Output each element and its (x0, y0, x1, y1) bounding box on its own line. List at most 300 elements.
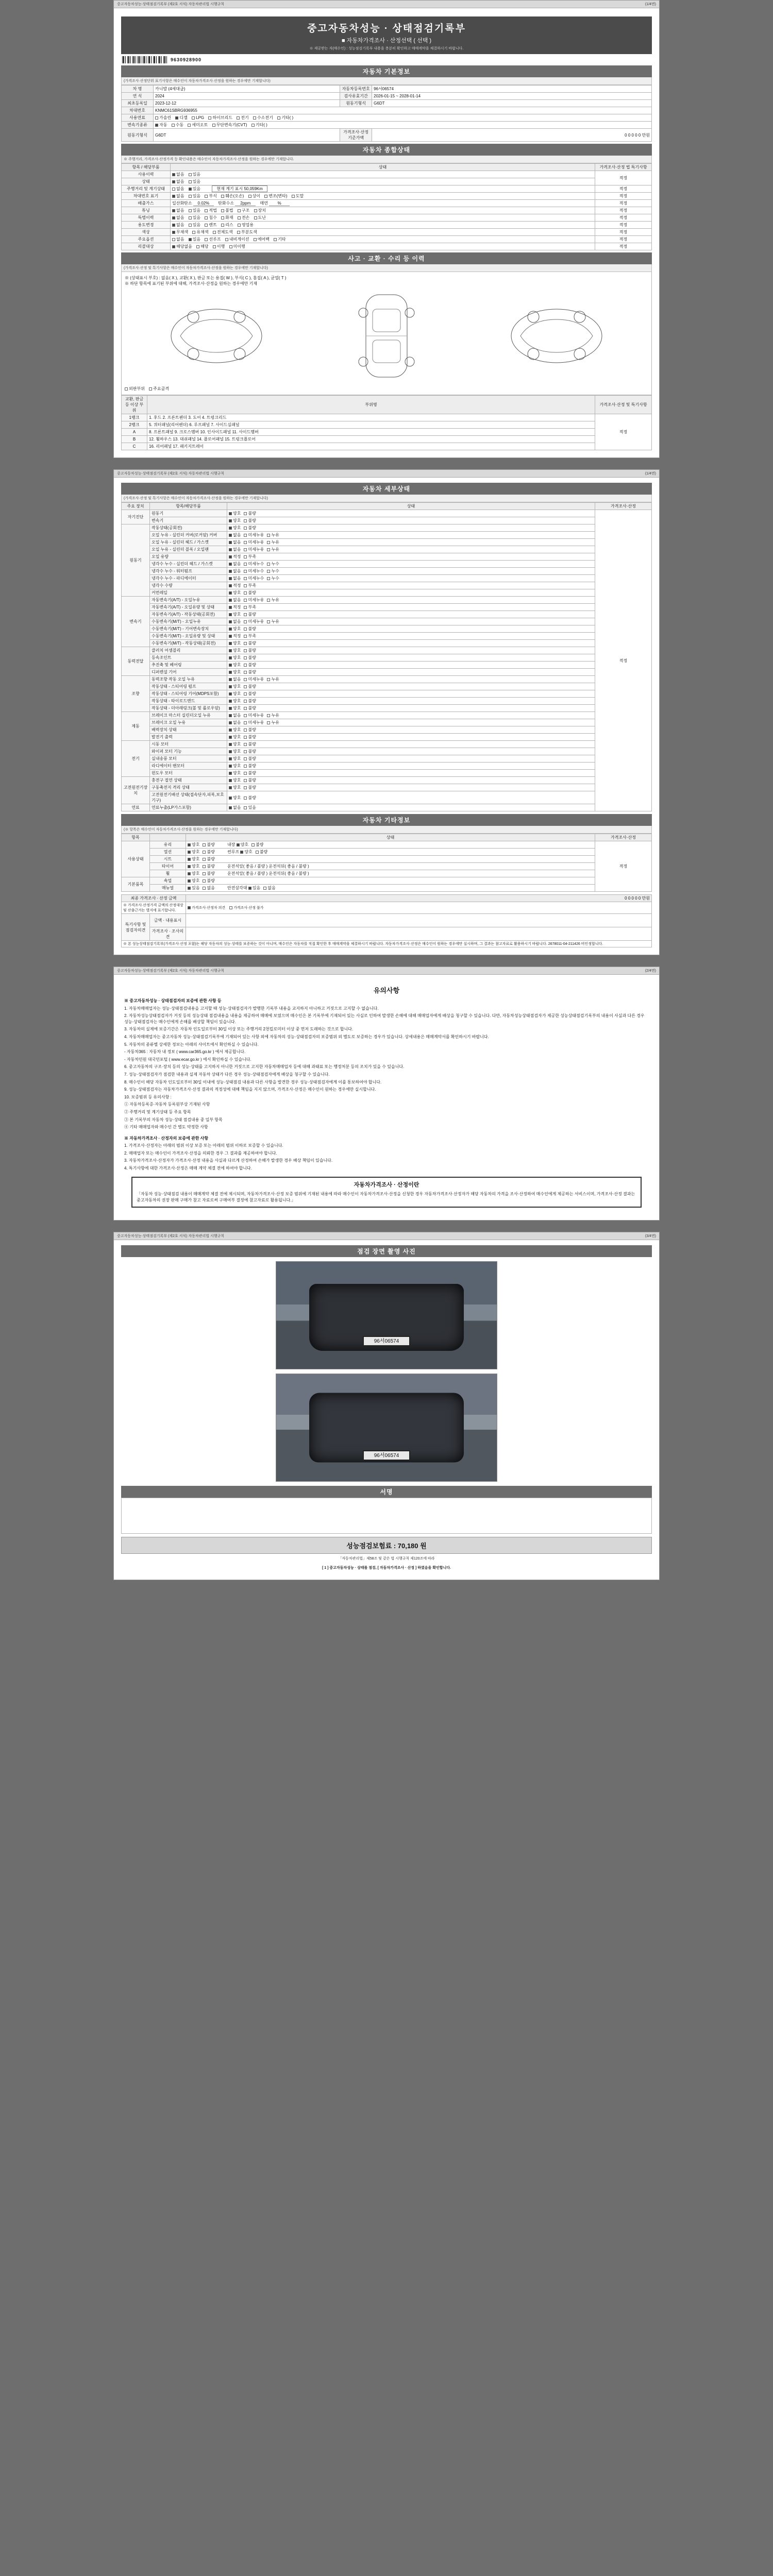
detail-state-1-6 (227, 568, 595, 575)
table-row (122, 726, 652, 734)
special-opt-0[interactable]: 없음 (172, 215, 184, 220)
table-row (122, 712, 652, 719)
detail-opt-8-0-1[interactable] (244, 805, 256, 810)
detail-state-2-5 (227, 633, 595, 640)
other-opt2-label: 없음 (267, 886, 276, 890)
other-opt2-0-1[interactable] (251, 842, 263, 847)
detail-opt-1-1-0[interactable] (229, 533, 241, 537)
detail-opt-7-1-0[interactable] (229, 785, 241, 790)
detail-opt-5-3-0[interactable] (229, 735, 241, 739)
fuel-opt-hydrogen[interactable]: 수소전기 (253, 115, 273, 120)
usechg-opt-4[interactable]: 영업용 (238, 223, 254, 227)
detail-opt-6-4-1[interactable] (244, 771, 256, 775)
detail-opt-7-2-1[interactable] (244, 795, 256, 800)
overall-row-5-note: 적정 (595, 207, 652, 214)
detail-opt-label: 양호 (233, 612, 241, 617)
detail-opt-1-5-0[interactable] (229, 562, 241, 566)
table-row (122, 784, 652, 791)
table-row (122, 222, 652, 229)
detail-opt-0-1-0[interactable] (229, 518, 241, 523)
detail-opt-2-5-1[interactable] (244, 634, 256, 638)
detail-opt-6-3-1[interactable] (244, 764, 256, 768)
detail-opt-1-7-2[interactable] (267, 576, 279, 581)
table-row (122, 229, 652, 236)
detail-opt-2-1-1[interactable] (244, 605, 256, 609)
detail-opt-label: 누유 (271, 713, 279, 718)
signature-box[interactable] (121, 1498, 652, 1534)
table-row (122, 185, 652, 193)
detail-opt-0-1-1[interactable] (244, 518, 256, 523)
overall-row-8-name: 색상 (122, 229, 171, 236)
detail-item-2-4: 수동변속기(M/T) - 기어변속장치 (150, 625, 227, 633)
detail-opt-2-6-1[interactable] (244, 641, 256, 646)
detail-note: 적정 (595, 510, 652, 811)
special-opt-4[interactable]: 전손 (238, 215, 249, 220)
notice-item-3: 4. 자동차매매업자는 중고자동차 성능·상태점검기록부에 기재되어 있는 사항 외에 자동차의 성능·상태점검자의 보증범위 외 별도로 보증하는 경우가 있습니다. 상세내용은 매매계약서를 확인하시기 바랍니다. (124, 1034, 489, 1039)
detail-opt-3-3-0[interactable] (229, 670, 241, 674)
detail-opt-4-1-0[interactable] (229, 684, 241, 689)
label-first-reg: 최초등록일 (122, 100, 154, 107)
detail-opt-2-5-0[interactable] (229, 634, 241, 638)
detail-opt-4-0-0[interactable] (229, 677, 241, 682)
other-opt-3-1[interactable] (203, 864, 214, 869)
detail-item-1-9: 커먼레일 (150, 589, 227, 597)
trans-opt-semiauto[interactable]: 세미오토 (188, 123, 208, 127)
overall-col-1: 상태 (171, 164, 595, 171)
fuel-opt-other[interactable]: 기타( ) (277, 115, 293, 120)
detail-opt-label: 미세누유 (248, 720, 264, 725)
detail-opt-6-3-0[interactable] (229, 764, 241, 768)
opt-none-0[interactable]: 없음 (172, 172, 184, 177)
other-table-body (122, 841, 652, 892)
other-opt-2-1[interactable] (203, 857, 214, 861)
other-opt2-1-0[interactable] (240, 850, 252, 854)
page-3-strip (114, 967, 659, 975)
table-row (122, 734, 652, 741)
detail-state-6-0 (227, 741, 595, 748)
other-opt-6-1[interactable] (203, 886, 214, 890)
vin-opt-5[interactable]: 변조(변타) (264, 194, 287, 198)
detail-opt-label: 적정 (233, 634, 241, 638)
detail-opt-5-0-2[interactable] (267, 713, 279, 718)
recall-opt-3[interactable]: 미이행 (229, 244, 245, 249)
detail-opt-1-6-0[interactable] (229, 569, 241, 573)
notice-item-5: - 자동차365 : 자동차 내 정보 ( www.car365.go.kr ) 에서 제공합니다. (124, 1049, 246, 1055)
vin-opt-1[interactable]: 있음 (189, 194, 200, 198)
detail-opt-label: 누유 (271, 533, 279, 537)
detail-opt-label: 양호 (233, 756, 241, 761)
detail-opt-1-6-2[interactable] (267, 569, 279, 573)
detail-opt-label: 누유 (271, 598, 279, 602)
value-engine-type-hdr: G6DT (372, 100, 652, 107)
price-row-1-value[interactable] (186, 927, 652, 941)
table-row (122, 719, 652, 726)
notice-item-11: 10. 보증범위 등 유의사항 : (124, 1094, 172, 1099)
section-other-title: 자동차 기타정보 (121, 814, 652, 826)
price-opt-opinion[interactable]: 가격조사·산정자 의견 (188, 906, 225, 910)
detail-group-5: 제동 (122, 712, 150, 741)
vin-opt-2[interactable]: 부식 (205, 194, 216, 198)
detail-item-3-3: 디퍼렌셜 기어 (150, 669, 227, 676)
value-engine-form: G6DT (154, 129, 340, 142)
detail-opt-5-3-1[interactable] (244, 735, 256, 739)
other-opt2-6-1[interactable] (263, 886, 275, 890)
table-row (122, 429, 652, 436)
value-first-reg: 2023-12-12 (154, 100, 340, 107)
other-opt-2-0[interactable] (188, 857, 199, 861)
detail-opt-5-0-1[interactable] (244, 713, 264, 718)
opt-opt-5[interactable]: 기타 (274, 237, 285, 242)
tuning-opt-0[interactable]: 없음 (172, 208, 184, 213)
detail-opt-5-1-0[interactable] (229, 720, 241, 725)
detail-opt-1-0-1[interactable] (244, 526, 256, 530)
detail-opt-1-2-0[interactable] (229, 540, 241, 545)
other-opt2-1-1[interactable] (256, 850, 267, 854)
detail-opt-label: 미세누유 (248, 713, 264, 718)
detail-opt-6-0-1[interactable] (244, 742, 256, 747)
page3-strip-right: (2/4면) (645, 969, 656, 973)
barcode-number: 9630928900 (171, 57, 202, 62)
overall-row-6-note: 적정 (595, 214, 652, 222)
detail-opt-4-0-2[interactable] (267, 677, 279, 682)
detail-opt-1-8-0[interactable] (229, 583, 241, 588)
opt-yes-0[interactable]: 있음 (189, 172, 200, 177)
detail-opt-0-0-0[interactable] (229, 511, 241, 516)
trans-opt-auto[interactable]: 자동 (155, 123, 167, 127)
detail-opt-1-4-1[interactable] (244, 554, 256, 559)
usechg-opt-0[interactable]: 없음 (172, 223, 184, 227)
odo-opt-0[interactable]: 없음 (172, 187, 184, 191)
opt-yes-1[interactable]: 있음 (189, 179, 200, 184)
transmission-options (154, 122, 652, 129)
detail-group-1: 원동기 (122, 524, 150, 597)
tuning-opt-2[interactable]: 적법 (205, 208, 216, 213)
detail-state-2-6 (227, 640, 595, 647)
other-opt-3-0[interactable] (188, 864, 199, 869)
notice-subtitle: ※ 중고자동차성능 · 상태점검자의 보증에 관한 사항 등 (124, 998, 222, 1003)
detail-opt-4-3-0[interactable] (229, 699, 241, 703)
trans-opt-manual[interactable]: 수동 (172, 123, 183, 127)
color-opt-3[interactable]: 부분도색 (237, 230, 257, 234)
car-diagram-left (165, 302, 268, 371)
other-opt-1-1[interactable] (203, 850, 214, 854)
detail-opt-1-7-0[interactable] (229, 576, 241, 581)
detail-opt-3-3-1[interactable] (244, 670, 256, 674)
detail-opt-label: 불량 (248, 778, 256, 783)
table-row (122, 676, 652, 683)
detail-opt-6-1-0[interactable] (229, 749, 241, 754)
recall-opt-1[interactable]: 해당 (196, 244, 208, 249)
detail-opt-label: 적정 (233, 605, 241, 609)
detail-opt-2-4-0[interactable] (229, 626, 241, 631)
detail-opt-label: 미세누유 (248, 533, 264, 537)
detail-opt-6-4-0[interactable] (229, 771, 241, 775)
detail-opt-label: 불량 (248, 727, 256, 732)
other-opt-4-0[interactable] (188, 871, 199, 876)
detail-opt-2-3-0[interactable] (229, 619, 241, 624)
detail-opt-3-0-0[interactable] (229, 648, 241, 653)
label-plate: 자동차등록번호 (340, 86, 372, 93)
detail-opt-label: 누유 (271, 720, 279, 725)
detail-opt-2-0-1[interactable] (244, 598, 264, 602)
detail-opt-1-2-2[interactable] (267, 540, 279, 545)
fuel-opt-diesel[interactable]: 디젤 (175, 115, 187, 120)
color-opt-0[interactable]: 무채색 (172, 230, 188, 234)
opt-opt-3[interactable]: 내비게이션 (225, 237, 249, 242)
detail-opt-1-5-1[interactable] (244, 562, 264, 566)
odo-opt-1[interactable]: 있음 (189, 187, 200, 191)
tuning-opt-3[interactable]: 불법 (221, 208, 233, 213)
detail-opt-1-4-0[interactable] (229, 554, 241, 559)
other-opt-6-0[interactable] (188, 886, 199, 890)
value-vin: KNMC61SBRG936955 (154, 107, 652, 114)
detail-opt-2-6-0[interactable] (229, 641, 241, 646)
special-opt-1[interactable]: 있음 (189, 215, 200, 220)
tuning-opt-4[interactable]: 구조 (238, 208, 249, 213)
tuning-opt-1[interactable]: 있음 (189, 208, 200, 213)
price-row-1-sub: 가격조사 · 조사의견 (150, 927, 186, 941)
detail-opt-1-3-1[interactable] (244, 547, 264, 552)
detail-opt-5-0-0[interactable] (229, 713, 241, 718)
usechg-opt-1[interactable]: 있음 (189, 223, 200, 227)
detail-opt-2-1-0[interactable] (229, 605, 241, 609)
other-note: 적정 (595, 841, 652, 892)
detail-opt-label: 불량 (248, 699, 256, 703)
detail-group-6: 전기 (122, 741, 150, 777)
opt-opt-2[interactable]: 선루프 (205, 237, 221, 242)
price-opt-unavailable[interactable]: 가격조사·산정 불가 (229, 906, 263, 910)
other-item2-4: 운전석앞( 좋음 / 불량 ) 운전석뒤( 좋음 / 불량 ) (227, 871, 309, 876)
detail-opt-label: 없음 (233, 540, 241, 545)
detail-state-4-1 (227, 683, 595, 690)
detail-opt-5-1-1[interactable] (244, 720, 264, 725)
table-row (122, 214, 652, 222)
table-row (122, 421, 652, 429)
detail-opt-label: 불량 (248, 648, 256, 653)
fuel-opt-hybrid[interactable]: 하이브리드 (208, 115, 232, 120)
detail-opt-4-4-1[interactable] (244, 706, 256, 710)
fuel-opt-lpg[interactable]: LPG (192, 115, 204, 120)
detail-opt-5-2-1[interactable] (244, 727, 256, 732)
vin-opt-6[interactable]: 도말 (292, 194, 304, 198)
detail-opt-1-5-2[interactable] (267, 562, 279, 566)
other-opt-5-0[interactable] (188, 878, 199, 883)
table-row (122, 200, 652, 207)
detail-opt-2-3-2[interactable] (267, 619, 279, 624)
table-row (122, 885, 652, 892)
detail-item-1-6: 냉각수 누수 - 워터펌프 (150, 568, 227, 575)
detail-opt-1-3-2[interactable] (267, 547, 279, 552)
detail-opt-2-4-1[interactable] (244, 626, 256, 631)
detail-item-7-0: 충전구 절연 상태 (150, 777, 227, 784)
table-row (122, 414, 652, 421)
detail-opt-2-2-0[interactable] (229, 612, 241, 617)
table-row (122, 236, 652, 243)
section-detail-note (121, 495, 652, 502)
special-opt-3[interactable]: 화재 (221, 215, 233, 220)
detail-opt-1-9-0[interactable] (229, 590, 241, 595)
overall-row-10-note: 적정 (595, 243, 652, 250)
other-item-1: 열선 (150, 849, 186, 856)
rank-2-name: A (122, 429, 147, 436)
vin-opt-0[interactable]: 없음 (172, 194, 184, 198)
detail-opt-1-7-1[interactable] (244, 576, 264, 581)
other-opt-label: 불량 (207, 871, 215, 876)
detail-opt-1-6-1[interactable] (244, 569, 264, 573)
detail-opt-label: 양호 (233, 648, 241, 653)
detail-col-2: 상태 (227, 503, 595, 510)
detail-opt-5-1-2[interactable] (267, 720, 279, 725)
detail-opt-label: 누수 (271, 562, 279, 566)
other-opt2-6-0[interactable] (248, 886, 260, 890)
detail-opt-1-2-1[interactable] (244, 540, 264, 545)
detail-item-3-1: 등속조인트 (150, 654, 227, 662)
other-item-4: 휠 (150, 870, 186, 877)
page-title: 중고자동차성능 · 상태점검기록부 (307, 23, 466, 34)
detail-opt-3-1-1[interactable] (244, 655, 256, 660)
detail-opt-4-2-1[interactable] (244, 691, 256, 696)
detail-opt-label: 양호 (233, 795, 241, 800)
strip-left-text: 중고자동차성능·상태점검기록부 (제2호 서식) 자동차관리법 시행규칙 (117, 3, 225, 6)
fuel-opt-gasoline[interactable]: 가솔린 (155, 115, 171, 120)
detail-opt-7-0-0[interactable] (229, 778, 241, 783)
table-row (122, 683, 652, 690)
opt-none-1[interactable]: 없음 (172, 179, 184, 184)
rank-4-name: C (122, 443, 147, 450)
detail-opt-label: 양호 (233, 749, 241, 754)
overall-col-2: 가격조사·산정 법 특기사항 (595, 164, 652, 171)
page4-strip-right: (3/4면) (645, 1234, 656, 1239)
detail-opt-4-3-1[interactable] (244, 699, 256, 703)
notice-item-13: ② 주행거리 및 계기상태 등 주요 항목 (124, 1109, 191, 1114)
detail-item-1-4: 오일 유량 (150, 553, 227, 561)
detail-opt-4-0-1[interactable] (244, 677, 264, 682)
label-transmission: 변속기종류 (122, 122, 154, 129)
outer-panel-check[interactable]: 외판부위 (125, 386, 145, 391)
other-opt-label: 있음 (192, 886, 200, 890)
fuel-opt-ev[interactable]: 전기 (237, 115, 248, 120)
vin-opt-4[interactable]: 상이 (248, 194, 260, 198)
detail-opt-7-2-0[interactable] (229, 795, 241, 800)
detail-opt-1-3-0[interactable] (229, 547, 241, 552)
vin-opt-3[interactable]: 훼손(오손) (221, 194, 244, 198)
detail-col-3: 가격조사·산정 (595, 503, 652, 510)
detail-opt-7-0-1[interactable] (244, 778, 256, 783)
detail-opt-label: 미세누수 (248, 576, 264, 581)
page-1-strip (114, 1, 659, 8)
recall-opt-2[interactable]: 이행 (213, 244, 225, 249)
detail-state-2-3 (227, 618, 595, 625)
usechg-opt-2[interactable]: 렌트 (205, 223, 216, 227)
opt-opt-4[interactable]: 에어백 (254, 237, 270, 242)
detail-opt-3-1-0[interactable] (229, 655, 241, 660)
detail-opt-label: 적정 (233, 583, 241, 588)
detail-opt-label: 부족 (248, 583, 256, 588)
detail-state-0-1 (227, 517, 595, 524)
detail-opt-5-2-0[interactable] (229, 727, 241, 732)
detail-opt-1-8-1[interactable] (244, 583, 256, 588)
main-frame-check[interactable]: 주요골격 (149, 386, 169, 391)
table-row (122, 870, 652, 877)
special-opt-5[interactable]: 도난 (254, 215, 266, 220)
color-opt-2[interactable]: 전체도색 (213, 230, 233, 234)
table-row (122, 207, 652, 214)
label-fuel: 사용연료 (122, 114, 154, 122)
notice-item-8: 7. 성능·상태점검자가 점검한 내용과 실제 자동차 상태가 다른 경우 성능·상태점검자에게 배상을 청구할 수 있습니다. (124, 1072, 330, 1077)
detail-opt-1-1-2[interactable] (267, 533, 279, 537)
other-opt-0-0[interactable] (188, 842, 199, 847)
detail-opt-label: 양호 (233, 641, 241, 646)
detail-opt-6-2-1[interactable] (244, 756, 256, 761)
detail-state-5-2 (227, 726, 595, 734)
other-table (121, 834, 652, 892)
other-state-4 (186, 870, 595, 877)
overall-row-3-note: 적정 (595, 193, 652, 200)
detail-opt-2-2-1[interactable] (244, 612, 256, 617)
overall-row-4-name: 배출가스 (122, 200, 171, 207)
other-col-0: 항목 (122, 834, 150, 841)
trans-opt-other[interactable]: 기타( ) (251, 123, 267, 127)
notice-subtitle-2: ※ 자동차가격조사 · 산정자의 보증에 관한 사항 (124, 1136, 209, 1141)
detail-opt-6-0-0[interactable] (229, 742, 241, 747)
other-opt-4-1[interactable] (203, 871, 214, 876)
detail-opt-1-9-1[interactable] (244, 590, 256, 595)
detail-opt-label: 미세누유 (248, 547, 264, 552)
table-row (122, 941, 652, 947)
opt-opt-0[interactable]: 없음 (172, 237, 184, 242)
other-opt-1-0[interactable] (188, 850, 199, 854)
detail-opt-1-1-1[interactable] (244, 533, 264, 537)
detail-opt-3-2-0[interactable] (229, 663, 241, 667)
section-other-note (121, 826, 652, 834)
detail-opt-4-2-0[interactable] (229, 691, 241, 696)
color-opt-1[interactable]: 유채색 (192, 230, 208, 234)
special-opt-2[interactable]: 침수 (205, 215, 216, 220)
detail-opt-6-2-0[interactable] (229, 756, 241, 761)
price-table (121, 894, 652, 947)
detail-opt-3-2-1[interactable] (244, 663, 256, 667)
detail-opt-7-1-1[interactable] (244, 785, 256, 790)
price-row-0-value[interactable] (186, 914, 652, 927)
trans-opt-cvt[interactable]: 무단변속기(CVT) (212, 123, 247, 127)
other-item2-1: 썬루프 (227, 850, 241, 854)
detail-group-3: 동력전달 (122, 647, 150, 676)
detail-state-1-5 (227, 561, 595, 568)
detail-opt-2-0-2[interactable] (267, 598, 279, 602)
detail-opt-label: 불량 (248, 670, 256, 674)
other-opt-0-1[interactable] (203, 842, 214, 847)
detail-opt-1-0-0[interactable] (229, 526, 241, 530)
detail-opt-0-0-1[interactable] (244, 511, 256, 516)
detail-opt-2-0-0[interactable] (229, 598, 241, 602)
other-opt-label: 양호 (192, 857, 200, 861)
other-opt-5-1[interactable] (203, 878, 214, 883)
opt-opt-1[interactable]: 있음 (189, 237, 200, 242)
detail-group-7: 고전원전기장치 (122, 777, 150, 804)
detail-opt-8-0-0[interactable] (229, 805, 241, 810)
detail-opt-6-1-1[interactable] (244, 749, 256, 754)
detail-item-5-3: 발전기 출력 (150, 734, 227, 741)
recall-opt-0[interactable]: 해당없음 (172, 244, 192, 249)
detail-opt-4-4-0[interactable] (229, 706, 241, 710)
detail-opt-3-0-1[interactable] (244, 648, 256, 653)
other-opt2-label: 양호 (244, 850, 253, 854)
other-opt2-0-0[interactable] (237, 842, 248, 847)
usechg-opt-3[interactable]: 리스 (221, 223, 233, 227)
tuning-opt-5[interactable]: 장치 (254, 208, 266, 213)
detail-opt-4-1-1[interactable] (244, 684, 256, 689)
detail-opt-2-3-1[interactable] (244, 619, 264, 624)
